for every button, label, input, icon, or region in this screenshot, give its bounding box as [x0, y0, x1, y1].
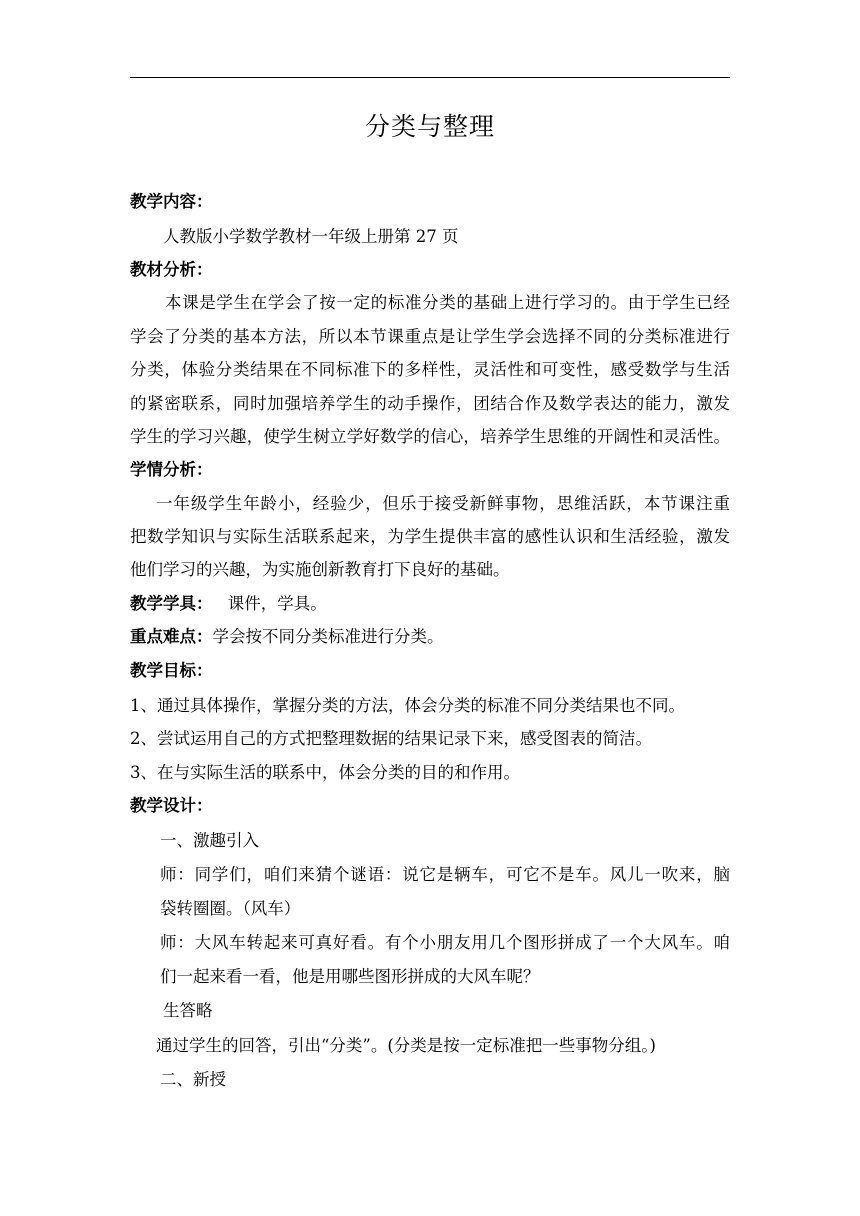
- key-row: [130, 625, 444, 649]
- content-heading: 教学内容：: [130, 192, 213, 211]
- situation-line: 一年级学生年龄小，经验少，但乐于接受新鲜事物，思维活跃，本节课注重: [156, 494, 730, 513]
- design-heading: 教学设计：: [130, 796, 213, 815]
- analysis-line: 本课是学生在学会了按一定的标准分类的基础上进行学习的。由于学生已经: [165, 293, 730, 312]
- analysis-heading: 教材分析：: [130, 260, 213, 279]
- key-heading: 重点难点：: [130, 627, 213, 646]
- design-line: 师：同学们，咱们来猜个谜语：说它是辆车，可它不是车。风儿一吹来，脑: [160, 865, 730, 884]
- situation-line: 把数学知识与实际生活联系起来，为学生提供丰富的感性认识和生活经验，激发: [130, 527, 730, 546]
- design-line: 通过学生的回答，引出“分类”。(分类是按一定标准把一些事物分组。): [156, 1036, 656, 1055]
- analysis-line: 分类，体验分类结果在不同标准下的多样性，灵活性和可变性，感受数学与生活: [130, 360, 730, 379]
- situation-line: 他们学习的兴趣，为实施创新教育打下良好的基础。: [130, 560, 510, 579]
- goal-item: 3、在与实际生活的联系中，体会分类的目的和作用。: [130, 763, 520, 782]
- design-line: 袋转圈圈。（风车）: [160, 899, 301, 918]
- tools-text: 课件，学具。: [227, 594, 327, 613]
- situation-heading: 学情分析：: [130, 460, 213, 479]
- tools-heading: 教学学具：: [130, 594, 213, 613]
- header-rule: [130, 77, 730, 78]
- tools-row: [130, 592, 327, 616]
- content-text: 人教版小学数学教材一年级上册第 27 页: [163, 227, 459, 246]
- key-text: 学会按不同分类标准进行分类。: [212, 627, 444, 646]
- analysis-line: 学会了分类的基本方法，所以本节课重点是让学生学会选择不同的分类标准进行: [130, 327, 730, 346]
- goal-item: 1、通过具体操作，掌握分类的方法，体会分类的标准不同分类结果也不同。: [130, 696, 685, 715]
- goals-heading: 教学目标：: [130, 661, 213, 680]
- design-line: 生答略: [163, 1001, 213, 1020]
- design-line: 们一起来看一看，他是用哪些图形拼成的大风车呢？: [160, 967, 540, 986]
- goal-item: 2、尝试运用自己的方式把整理数据的结果记录下来，感受图表的简洁。: [130, 729, 652, 748]
- design-line: 一、激趣引入: [160, 831, 259, 850]
- analysis-line: 学生的学习兴趣，使学生树立学好数学的信心，培养学生思维的开阔性和灵活性。: [130, 427, 730, 446]
- analysis-line: 的紧密联系，同时加强培养学生的动手操作，团结合作及数学表达的能力，激发: [130, 394, 730, 413]
- design-line: 师：大风车转起来可真好看。有个小朋友用几个图形拼成了一个大风车。咱: [160, 933, 730, 952]
- design-line: 二、新授: [160, 1070, 226, 1089]
- document-title: 分类与整理: [364, 112, 495, 141]
